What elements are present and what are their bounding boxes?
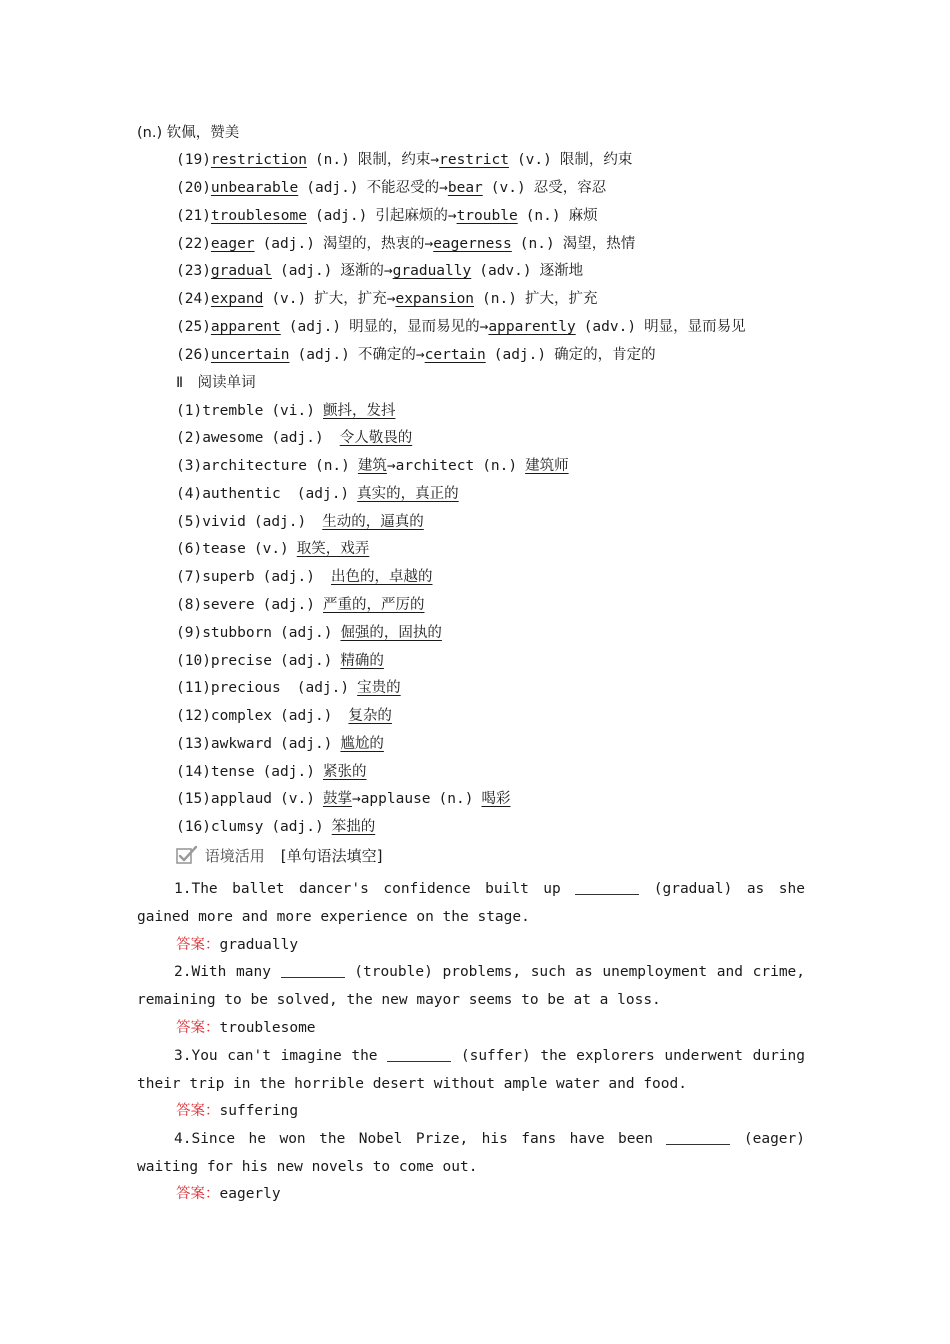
answer-blank — [281, 963, 345, 978]
reading-item-3: (3)architecture (n.) 建筑→architect (n.) 建筑师 — [176, 458, 569, 474]
derived-item-20: (20)unbearable (adj.) 不能忍受的→bear (v.) 忍受，容忍 — [176, 180, 607, 196]
derived-item-19: (19)restriction (n.) 限制，约束→restrict (v.) 限制，约束 — [176, 152, 633, 168]
reading-item-2: (2)awesome (adj.) 令人敬畏的 — [176, 430, 413, 446]
answer-blank — [666, 1130, 730, 1145]
arrow: → — [383, 263, 393, 279]
reading-item-9: (9)stubborn (adj.) 倔强的，固执的 — [176, 625, 442, 641]
answer-2: 答案：troublesome — [176, 1020, 316, 1036]
question-2: 2.With many (trouble) problems, such as unemployment and crime, remaining to be solved, the new mayor seems to be at a loss. — [137, 964, 806, 1008]
section-title-reading-words: Ⅱ 阅读单词 — [176, 375, 256, 391]
arrow: → — [439, 180, 448, 196]
answer-4: 答案：eagerly — [176, 1186, 281, 1202]
reading-item-14: (14)tense (adj.) 紧张的 — [176, 764, 367, 780]
derived-item-24: (24)expand (v.) 扩大，扩充→expansion (n.) 扩大，扩充 — [176, 291, 598, 307]
reading-item-4: (4)authentic (adj.) 真实的，真正的 — [176, 486, 459, 502]
arrow: → — [424, 236, 434, 252]
answer-3: 答案：suffering — [176, 1103, 299, 1119]
continued-line: (n.) 钦佩，赞美 — [137, 125, 240, 141]
derived-item-23: (23)gradual (adj.) 逐渐的→gradually (adv.) 逐渐地 — [176, 263, 584, 279]
reading-item-8: (8)severe (adj.) 严重的，严厉的 — [176, 597, 425, 613]
reading-item-6: (6)tease (v.) 取笑，戏弄 — [176, 541, 370, 557]
reading-item-7: (7)superb (adj.) 出色的，卓越的 — [176, 569, 433, 585]
derived-item-25: (25)apparent (adj.) 明显的，显而易见的→apparently (adv.) 明显，显而易见 — [176, 319, 746, 335]
reading-item-5: (5)vivid (adj.) 生动的，逼真的 — [176, 514, 424, 530]
derived-item-21: (21)troublesome (adj.) 引起麻烦的→trouble (n.) 麻烦 — [176, 208, 598, 224]
question-4: 4.Since he won the Nobel Prize, his fans have been (eager) waiting for his new novels to come out. — [137, 1131, 805, 1175]
arrow: → — [351, 791, 361, 807]
arrow: → — [447, 208, 457, 224]
usage-subtitle: [单句语法填空] — [280, 847, 383, 865]
reading-item-13: (13)awkward (adj.) 尴尬的 — [176, 736, 384, 752]
question-1: 1.The ballet dancer's confidence built up (gradual) as she gained more and more experience on the stage. — [137, 881, 805, 925]
answer-1: 答案：gradually — [176, 937, 299, 953]
reading-item-11: (11)precious (adj.) 宝贵的 — [176, 680, 401, 696]
checkmark-pencil-icon — [176, 845, 200, 865]
arrow: → — [430, 152, 440, 168]
reading-item-12: (12)complex (adj.) 复杂的 — [176, 708, 392, 724]
reading-item-1: (1)tremble (vi.) 颤抖，发抖 — [176, 403, 396, 419]
usage-label: 语境活用 — [204, 847, 265, 865]
arrow: → — [479, 319, 489, 335]
reading-item-16: (16)clumsy (adj.) 笨拙的 — [176, 819, 376, 835]
question-3: 3.You can't imagine the (suffer) the explorers underwent during their trip in the horrible desert without ample water and food. — [137, 1048, 805, 1092]
usage-section-header — [176, 843, 383, 869]
reading-item-15: (15)applaud (v.) 鼓掌→applause (n.) 喝彩 — [176, 791, 511, 807]
arrow: → — [386, 291, 396, 307]
arrow: → — [386, 458, 396, 474]
arrow: → — [415, 347, 425, 363]
reading-item-10: (10)precise (adj.) 精确的 — [176, 653, 384, 669]
derived-item-26: (26)uncertain (adj.) 不确定的→certain (adj.) 确定的，肯定的 — [176, 347, 656, 363]
answer-blank — [387, 1047, 451, 1062]
answer-blank — [575, 880, 639, 895]
derived-item-22: (22)eager (adj.) 渴望的，热衷的→eagerness (n.) 渴望，热情 — [176, 236, 636, 252]
